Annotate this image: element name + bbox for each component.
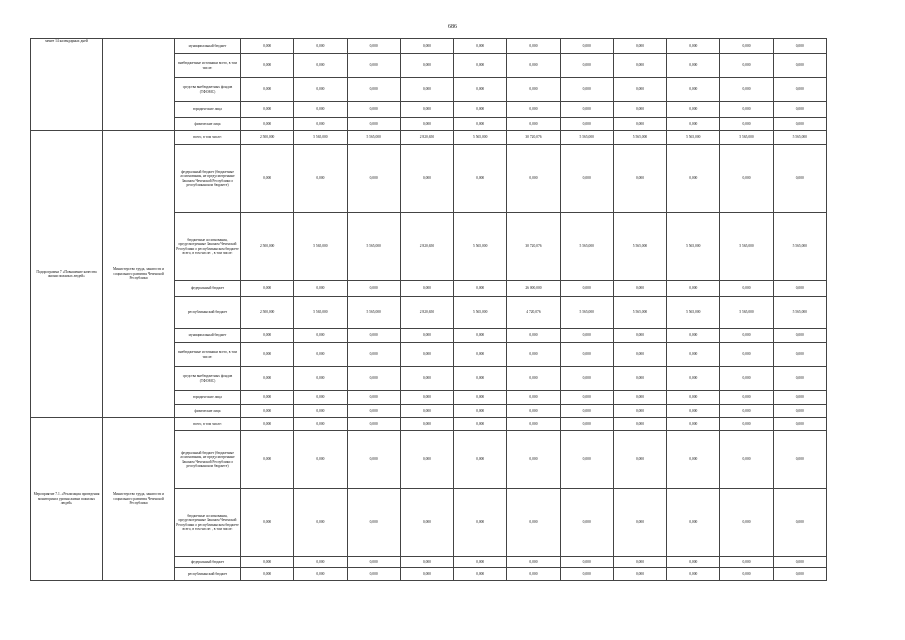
amount-cell: 0,000 <box>347 568 400 581</box>
amount-cell: 0,000 <box>560 343 613 367</box>
amount-cell: 0,000 <box>294 145 347 213</box>
amount-cell: 5 565,000 <box>613 131 666 145</box>
amount-cell: 0,000 <box>613 391 666 405</box>
amount-cell: 0,000 <box>347 145 400 213</box>
table-row <box>31 39 827 54</box>
amount-cell: 0,000 <box>613 281 666 297</box>
amount-cell: 0,000 <box>613 343 666 367</box>
amount-cell: 0,000 <box>773 557 826 568</box>
amount-cell: 0,000 <box>454 489 507 557</box>
amount-cell: 0,000 <box>241 418 294 431</box>
funding-source-cell: федеральный бюджет <box>175 281 241 297</box>
amount-cell: 5 565,000 <box>773 131 826 145</box>
amount-cell: 0,000 <box>400 329 453 343</box>
amount-cell: 0,000 <box>667 329 720 343</box>
amount-cell: 0,000 <box>454 367 507 391</box>
amount-cell: 0,000 <box>720 343 773 367</box>
table-row <box>31 418 827 431</box>
funding-source-cell: средства внебюджетных фондов (ТФОМС) <box>175 78 241 102</box>
amount-cell: 0,000 <box>294 78 347 102</box>
amount-cell: 0,000 <box>773 102 826 118</box>
amount-cell: 0,000 <box>667 557 720 568</box>
amount-cell: 0,000 <box>667 489 720 557</box>
amount-cell: 0,000 <box>400 54 453 78</box>
amount-cell: 0,000 <box>294 54 347 78</box>
amount-cell: 0,000 <box>454 78 507 102</box>
amount-cell: 0,000 <box>667 367 720 391</box>
amount-cell: 0,000 <box>613 431 666 489</box>
amount-cell: 0,000 <box>454 391 507 405</box>
funding-source-cell: федеральный бюджет (бюджетные ассигнования, не предусмотренные Законом Чеченской Республики о республиканском бюджете) <box>175 145 241 213</box>
amount-cell: 0,000 <box>241 329 294 343</box>
amount-cell: 0,000 <box>347 118 400 131</box>
amount-cell: 0,000 <box>241 118 294 131</box>
amount-cell: 0,000 <box>294 405 347 418</box>
amount-cell: 4 720,076 <box>507 297 560 329</box>
amount-cell: 5 565,000 <box>294 131 347 145</box>
amount-cell: 0,000 <box>347 39 400 54</box>
amount-cell: 5 565,000 <box>454 213 507 281</box>
funding-source-cell: федеральный бюджет <box>175 557 241 568</box>
funding-source-cell: федеральный бюджет (бюджетные ассигнования, не предусмотренные Законом Чеченской Республики о республиканском бюджете) <box>175 431 241 489</box>
amount-cell: 0,000 <box>560 102 613 118</box>
amount-cell: 0,000 <box>454 418 507 431</box>
amount-cell: 0,000 <box>241 78 294 102</box>
amount-cell: 0,000 <box>560 329 613 343</box>
amount-cell: 0,000 <box>347 102 400 118</box>
amount-cell: 0,000 <box>347 54 400 78</box>
executor-cell: Министерство труда, занятости и социального развития Чеченской Республики <box>103 131 175 418</box>
amount-cell: 5 565,000 <box>773 297 826 329</box>
amount-cell: 0,000 <box>560 489 613 557</box>
amount-cell: 30 720,076 <box>507 213 560 281</box>
amount-cell: 0,000 <box>667 431 720 489</box>
amount-cell: 0,000 <box>773 145 826 213</box>
budget-table <box>30 38 827 581</box>
amount-cell: 5 565,000 <box>720 131 773 145</box>
amount-cell: 0,000 <box>613 78 666 102</box>
program-name-cell: менее 14 календарных дней <box>31 39 103 131</box>
amount-cell: 0,000 <box>720 102 773 118</box>
amount-cell: 2 820,650 <box>400 297 453 329</box>
amount-cell: 0,000 <box>773 39 826 54</box>
amount-cell: 0,000 <box>667 281 720 297</box>
amount-cell: 0,000 <box>347 391 400 405</box>
amount-cell: 0,000 <box>454 431 507 489</box>
funding-source-cell: физические лица <box>175 118 241 131</box>
amount-cell: 0,000 <box>773 405 826 418</box>
amount-cell: 0,000 <box>347 489 400 557</box>
amount-cell: 0,000 <box>241 367 294 391</box>
amount-cell: 0,000 <box>400 78 453 102</box>
amount-cell: 2 500,000 <box>241 297 294 329</box>
amount-cell: 0,000 <box>667 54 720 78</box>
amount-cell: 0,000 <box>560 418 613 431</box>
amount-cell: 5 565,000 <box>347 131 400 145</box>
amount-cell: 0,000 <box>454 329 507 343</box>
amount-cell: 0,000 <box>454 568 507 581</box>
amount-cell: 0,000 <box>720 367 773 391</box>
page-number: 686 <box>448 24 457 30</box>
amount-cell: 5 565,000 <box>720 297 773 329</box>
amount-cell: 0,000 <box>400 118 453 131</box>
amount-cell: 0,000 <box>347 557 400 568</box>
amount-cell: 0,000 <box>294 102 347 118</box>
funding-source-cell: республиканский бюджет <box>175 568 241 581</box>
amount-cell: 0,000 <box>241 557 294 568</box>
amount-cell: 0,000 <box>400 431 453 489</box>
amount-cell: 0,000 <box>507 418 560 431</box>
amount-cell: 0,000 <box>667 145 720 213</box>
program-name-cell: Подпрограмма 7 «Повышение качества жизни пожилых людей» <box>31 131 103 418</box>
amount-cell: 0,000 <box>507 54 560 78</box>
amount-cell: 0,000 <box>560 367 613 391</box>
amount-cell: 30 720,076 <box>507 131 560 145</box>
amount-cell: 0,000 <box>294 343 347 367</box>
amount-cell: 0,000 <box>667 418 720 431</box>
amount-cell: 0,000 <box>613 102 666 118</box>
amount-cell: 5 565,000 <box>613 297 666 329</box>
amount-cell: 0,000 <box>507 102 560 118</box>
amount-cell: 0,000 <box>400 102 453 118</box>
amount-cell: 0,000 <box>347 343 400 367</box>
amount-cell: 0,000 <box>241 568 294 581</box>
funding-source-cell: муниципальный бюджет <box>175 39 241 54</box>
funding-source-cell: физические лица <box>175 405 241 418</box>
amount-cell: 0,000 <box>773 431 826 489</box>
amount-cell: 0,000 <box>773 54 826 78</box>
amount-cell: 0,000 <box>560 431 613 489</box>
amount-cell: 0,000 <box>454 343 507 367</box>
amount-cell: 0,000 <box>347 367 400 391</box>
amount-cell: 0,000 <box>720 39 773 54</box>
amount-cell: 2 500,000 <box>241 213 294 281</box>
amount-cell: 0,000 <box>667 405 720 418</box>
amount-cell: 5 565,000 <box>347 213 400 281</box>
amount-cell: 0,000 <box>560 145 613 213</box>
amount-cell: 0,000 <box>400 281 453 297</box>
amount-cell: 0,000 <box>507 145 560 213</box>
amount-cell: 0,000 <box>720 568 773 581</box>
amount-cell: 0,000 <box>773 78 826 102</box>
amount-cell: 0,000 <box>720 489 773 557</box>
amount-cell: 5 565,000 <box>667 213 720 281</box>
amount-cell: 0,000 <box>241 343 294 367</box>
amount-cell: 5 565,000 <box>773 213 826 281</box>
amount-cell: 0,000 <box>294 329 347 343</box>
amount-cell: 0,000 <box>294 118 347 131</box>
amount-cell: 0,000 <box>400 557 453 568</box>
amount-cell: 0,000 <box>773 118 826 131</box>
amount-cell: 5 565,000 <box>294 213 347 281</box>
amount-cell: 5 565,000 <box>560 213 613 281</box>
amount-cell: 0,000 <box>241 405 294 418</box>
amount-cell: 0,000 <box>667 118 720 131</box>
amount-cell: 0,000 <box>507 78 560 102</box>
amount-cell: 0,000 <box>454 102 507 118</box>
amount-cell: 0,000 <box>454 145 507 213</box>
amount-cell: 0,000 <box>294 281 347 297</box>
amount-cell: 0,000 <box>720 54 773 78</box>
amount-cell: 5 565,000 <box>454 131 507 145</box>
amount-cell: 0,000 <box>560 568 613 581</box>
amount-cell: 0,000 <box>613 329 666 343</box>
executor-cell <box>103 39 175 131</box>
amount-cell: 0,000 <box>773 329 826 343</box>
amount-cell: 0,000 <box>507 118 560 131</box>
amount-cell: 0,000 <box>347 281 400 297</box>
amount-cell: 0,000 <box>400 391 453 405</box>
amount-cell: 0,000 <box>241 431 294 489</box>
amount-cell: 0,000 <box>400 568 453 581</box>
amount-cell: 0,000 <box>667 102 720 118</box>
amount-cell: 0,000 <box>667 343 720 367</box>
amount-cell: 5 565,000 <box>560 131 613 145</box>
amount-cell: 2 500,000 <box>241 131 294 145</box>
funding-source-cell: бюджетные ассигнования, предусмотренные Законом Чеченской Республики о республиканском бюджете всего, в том числе: , в том числе: <box>175 213 241 281</box>
amount-cell: 0,000 <box>613 367 666 391</box>
amount-cell: 0,000 <box>720 418 773 431</box>
amount-cell: 5 565,000 <box>454 297 507 329</box>
amount-cell: 0,000 <box>294 39 347 54</box>
amount-cell: 0,000 <box>773 489 826 557</box>
amount-cell: 0,000 <box>294 557 347 568</box>
amount-cell: 0,000 <box>560 54 613 78</box>
funding-source-cell: юридические лица <box>175 102 241 118</box>
amount-cell: 0,000 <box>241 102 294 118</box>
amount-cell: 0,000 <box>241 54 294 78</box>
amount-cell: 0,000 <box>773 281 826 297</box>
amount-cell: 0,000 <box>454 39 507 54</box>
executor-cell: Министерство труда, занятости и социального развития Чеченской Республики <box>103 418 175 581</box>
amount-cell: 0,000 <box>507 489 560 557</box>
amount-cell: 0,000 <box>720 145 773 213</box>
amount-cell: 0,000 <box>560 281 613 297</box>
amount-cell: 0,000 <box>454 405 507 418</box>
amount-cell: 0,000 <box>294 418 347 431</box>
amount-cell: 0,000 <box>560 557 613 568</box>
amount-cell: 0,000 <box>400 489 453 557</box>
amount-cell: 0,000 <box>560 391 613 405</box>
amount-cell: 0,000 <box>773 568 826 581</box>
amount-cell: 26 000,000 <box>507 281 560 297</box>
amount-cell: 0,000 <box>613 568 666 581</box>
amount-cell: 0,000 <box>507 557 560 568</box>
amount-cell: 0,000 <box>720 557 773 568</box>
amount-cell: 0,000 <box>400 367 453 391</box>
amount-cell: 0,000 <box>507 343 560 367</box>
amount-cell: 0,000 <box>613 145 666 213</box>
amount-cell: 0,000 <box>347 329 400 343</box>
amount-cell: 5 565,000 <box>347 297 400 329</box>
amount-cell: 0,000 <box>613 557 666 568</box>
amount-cell: 0,000 <box>507 568 560 581</box>
amount-cell: 0,000 <box>400 405 453 418</box>
funding-source-cell: всего, в том числе: <box>175 131 241 145</box>
amount-cell: 0,000 <box>560 118 613 131</box>
program-name-cell: Мероприятие 7.1. «Реализация проведения мониторинга уровня жизни пожилых людей» <box>31 418 103 581</box>
amount-cell: 0,000 <box>720 391 773 405</box>
amount-cell: 0,000 <box>507 431 560 489</box>
amount-cell: 0,000 <box>667 39 720 54</box>
amount-cell: 0,000 <box>454 118 507 131</box>
amount-cell: 0,000 <box>667 568 720 581</box>
amount-cell: 5 565,000 <box>613 213 666 281</box>
amount-cell: 0,000 <box>560 78 613 102</box>
amount-cell: 0,000 <box>507 39 560 54</box>
amount-cell: 0,000 <box>507 367 560 391</box>
amount-cell: 5 565,000 <box>667 131 720 145</box>
amount-cell: 0,000 <box>720 431 773 489</box>
funding-source-cell: юридические лица <box>175 391 241 405</box>
amount-cell: 0,000 <box>613 405 666 418</box>
amount-cell: 0,000 <box>720 78 773 102</box>
amount-cell: 0,000 <box>454 281 507 297</box>
amount-cell: 0,000 <box>400 39 453 54</box>
amount-cell: 0,000 <box>720 281 773 297</box>
amount-cell: 0,000 <box>241 39 294 54</box>
amount-cell: 0,000 <box>347 431 400 489</box>
funding-source-cell: республиканский бюджет <box>175 297 241 329</box>
amount-cell: 0,000 <box>560 405 613 418</box>
amount-cell: 0,000 <box>347 78 400 102</box>
amount-cell: 0,000 <box>720 405 773 418</box>
amount-cell: 0,000 <box>667 391 720 405</box>
funding-source-cell: бюджетные ассигнования, предусмотренные Законом Чеченской Республики о республиканском бюджете всего, в том числе: , в том числе: <box>175 489 241 557</box>
amount-cell: 0,000 <box>454 557 507 568</box>
amount-cell: 5 565,000 <box>720 213 773 281</box>
table-row <box>31 131 827 145</box>
amount-cell: 0,000 <box>347 418 400 431</box>
funding-source-cell: муниципальный бюджет <box>175 329 241 343</box>
amount-cell: 0,000 <box>613 118 666 131</box>
amount-cell: 0,000 <box>667 78 720 102</box>
amount-cell: 0,000 <box>294 568 347 581</box>
amount-cell: 0,000 <box>294 367 347 391</box>
amount-cell: 2 820,650 <box>400 213 453 281</box>
funding-source-cell: средства внебюджетных фондов (ТФОМС) <box>175 367 241 391</box>
amount-cell: 0,000 <box>400 145 453 213</box>
amount-cell: 0,000 <box>241 281 294 297</box>
funding-source-cell: всего, в том числе: <box>175 418 241 431</box>
funding-source-cell: внебюджетные источники всего, в том числе: <box>175 343 241 367</box>
amount-cell: 5 565,000 <box>560 297 613 329</box>
amount-cell: 0,000 <box>773 391 826 405</box>
amount-cell: 0,000 <box>613 418 666 431</box>
amount-cell: 0,000 <box>507 391 560 405</box>
amount-cell: 0,000 <box>773 367 826 391</box>
amount-cell: 0,000 <box>613 489 666 557</box>
amount-cell: 2 820,650 <box>400 131 453 145</box>
amount-cell: 0,000 <box>613 39 666 54</box>
amount-cell: 0,000 <box>400 418 453 431</box>
amount-cell: 0,000 <box>400 343 453 367</box>
funding-source-cell: внебюджетные источники всего, в том числе: <box>175 54 241 78</box>
amount-cell: 0,000 <box>613 54 666 78</box>
amount-cell: 0,000 <box>347 405 400 418</box>
amount-cell: 0,000 <box>773 418 826 431</box>
amount-cell: 0,000 <box>507 329 560 343</box>
amount-cell: 0,000 <box>294 489 347 557</box>
amount-cell: 0,000 <box>294 391 347 405</box>
amount-cell: 5 565,000 <box>294 297 347 329</box>
amount-cell: 0,000 <box>241 489 294 557</box>
amount-cell: 5 565,000 <box>667 297 720 329</box>
amount-cell: 0,000 <box>560 39 613 54</box>
amount-cell: 0,000 <box>241 391 294 405</box>
amount-cell: 0,000 <box>507 405 560 418</box>
amount-cell: 0,000 <box>454 54 507 78</box>
amount-cell: 0,000 <box>720 118 773 131</box>
amount-cell: 0,000 <box>241 145 294 213</box>
amount-cell: 0,000 <box>294 431 347 489</box>
amount-cell: 0,000 <box>720 329 773 343</box>
amount-cell: 0,000 <box>773 343 826 367</box>
